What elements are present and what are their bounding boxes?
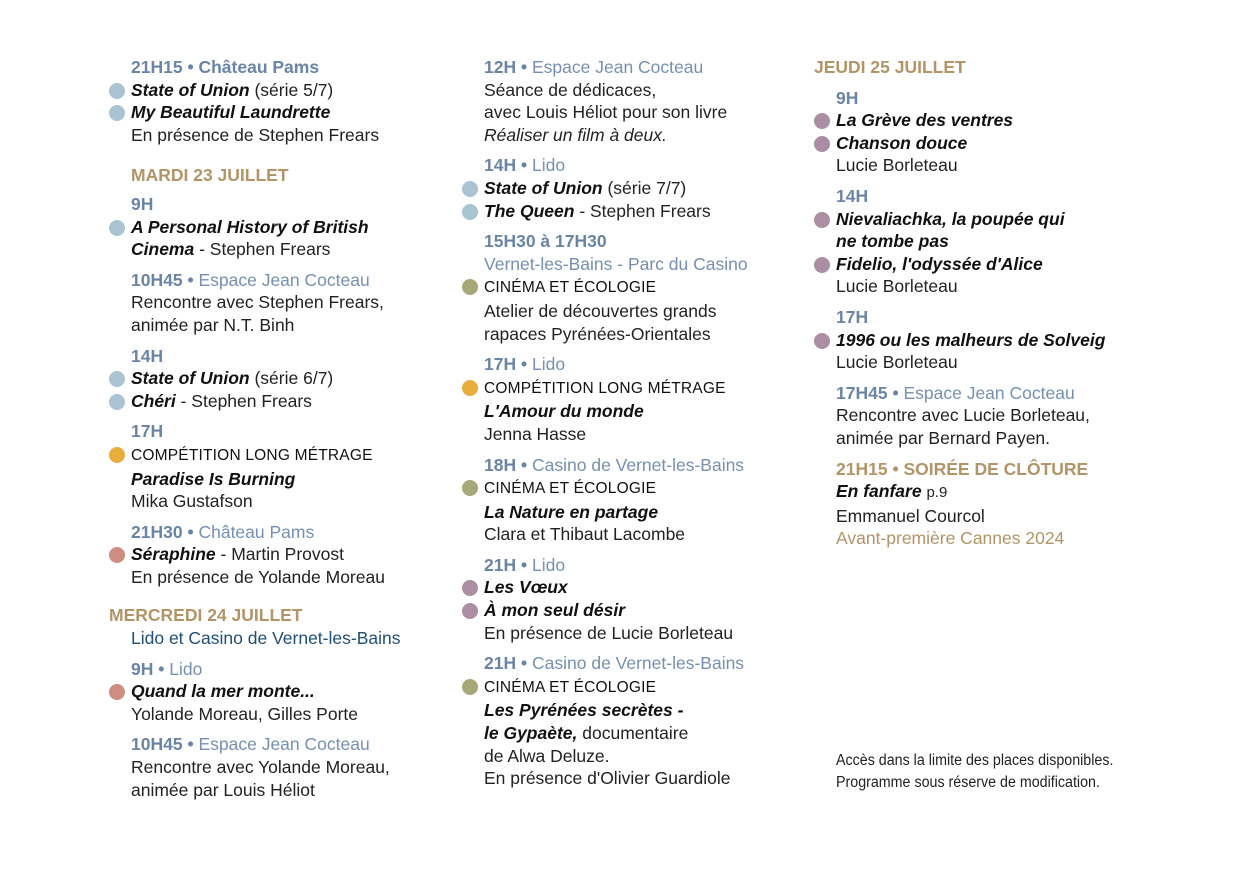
film-title: Quand la mer monte...: [131, 681, 315, 702]
rose-dot-icon: [109, 547, 125, 563]
film-title: A Personal History of British: [131, 216, 369, 237]
event-note: En présence de Yolande Moreau: [131, 566, 385, 587]
column-1: [109, 56, 400, 809]
olive-dot-icon: [462, 480, 478, 496]
event-time: 21H15: [836, 458, 888, 479]
event-time: 9H: [131, 658, 154, 679]
bullet-separator: •: [520, 155, 528, 176]
blue-dot-icon: [462, 181, 478, 197]
film-title: Paradise Is Burning: [131, 468, 296, 489]
mauve-dot-icon: [814, 113, 830, 129]
event-venue: Casino de Vernet-les-Bains: [532, 454, 745, 475]
event-block: [462, 454, 748, 546]
mauve-dot-icon: [462, 603, 478, 619]
film-extra: (série 7/7): [607, 177, 687, 198]
event-description: animée par Bernard Payen.: [836, 427, 1051, 448]
event-venue: Espace Jean Cocteau: [903, 382, 1075, 403]
day-heading: MARDI 23 JUILLET: [131, 165, 289, 186]
mauve-dot-icon: [814, 136, 830, 152]
day-heading: JEUDI 25 JUILLET: [814, 57, 966, 77]
olive-dot-icon: [462, 679, 478, 695]
event-block: [109, 269, 400, 337]
blue-dot-icon: [109, 371, 125, 387]
film-title: le Gypaète,: [484, 723, 578, 744]
film-title: State of Union: [484, 177, 603, 198]
film-director: Yolande Moreau, Gilles Porte: [131, 703, 358, 724]
day-subheading: Lido et Casino de Vernet-les-Bains: [131, 628, 401, 649]
film-title: State of Union: [131, 79, 250, 100]
film-extra: (série 5/7): [254, 79, 334, 100]
event-block: [462, 154, 748, 222]
event-block: [109, 420, 400, 512]
event-venue: Lido: [532, 554, 566, 575]
event-block: [814, 458, 1105, 550]
event-time: 10H45: [131, 734, 183, 755]
bullet-separator: •: [158, 658, 165, 679]
event-block: [109, 193, 400, 261]
mauve-dot-icon: [814, 257, 830, 273]
mauve-dot-icon: [814, 333, 830, 349]
event-category: CINÉMA ET ÉCOLOGIE: [484, 678, 657, 696]
film-title: En fanfare: [836, 481, 922, 502]
film-title: Les Vœux: [484, 577, 568, 598]
event-venue: Château Pams: [198, 521, 315, 542]
event-block: [462, 230, 748, 345]
film-director: Lucie Borleteau: [836, 155, 958, 176]
film-title: L'Amour du monde: [484, 401, 644, 422]
mauve-dot-icon: [814, 212, 830, 228]
event-time: 21H30: [131, 521, 183, 542]
mauve-dot-icon: [462, 580, 478, 596]
film-director: - Stephen Frears: [579, 200, 711, 221]
event-block: [814, 185, 1105, 298]
film-line: [109, 101, 400, 124]
event-venue: Château Pams: [198, 57, 320, 77]
event-time: 12H: [484, 57, 517, 77]
event-category: COMPÉTITION LONG MÉTRAGE: [131, 446, 373, 464]
bullet-separator: •: [892, 458, 899, 479]
film-director: Mika Gustafson: [131, 491, 253, 512]
film-title: Fidelio, l'odyssée d'Alice: [836, 253, 1043, 274]
footer-note: [836, 750, 1113, 794]
event-description: rapaces Pyrénées-Orientales: [484, 323, 711, 344]
orange-dot-icon: [462, 380, 478, 396]
film-title: Les Pyrénées secrètes -: [484, 700, 684, 721]
event-description: Rencontre avec Yolande Moreau,: [131, 757, 390, 778]
film-title: Chéri: [131, 390, 176, 411]
film-title: Séraphine: [131, 544, 216, 565]
bullet-separator: •: [187, 269, 194, 290]
event-time: 21H15: [131, 57, 183, 77]
event-note: En présence de Lucie Borleteau: [484, 622, 734, 643]
film-title: Nievaliachka, la poupée qui: [836, 208, 1065, 229]
event-block: [109, 521, 400, 589]
bullet-separator: •: [520, 454, 528, 475]
event-note: En présence d'Olivier Guardiole: [484, 768, 731, 789]
blue-dot-icon: [109, 83, 125, 99]
event-venue: Casino de Vernet-les-Bains: [532, 653, 745, 674]
bullet-separator: •: [520, 57, 528, 77]
event-block: [109, 658, 400, 726]
blue-dot-icon: [109, 220, 125, 236]
film-director: Lucie Borleteau: [836, 276, 958, 297]
film-line: [109, 79, 400, 102]
event-block: [462, 353, 748, 445]
event-block: [814, 382, 1105, 450]
event-venue: Espace Jean Cocteau: [532, 57, 704, 77]
blue-dot-icon: [462, 204, 478, 220]
film-director: - Martin Provost: [220, 544, 344, 565]
footer-line: Programme sous réserve de modification.: [836, 774, 1100, 791]
film-director: - Stephen Frears: [199, 239, 331, 260]
film-director: Jenna Hasse: [484, 423, 587, 444]
day-heading: MERCREDI 24 JUILLET: [109, 605, 303, 626]
event-time: 14H: [131, 345, 164, 366]
bullet-separator: •: [187, 57, 194, 77]
event-description: Atelier de découvertes grands: [484, 300, 717, 321]
event-category: COMPÉTITION LONG MÉTRAGE: [484, 379, 726, 397]
column-2: [462, 56, 748, 798]
event-venue: Lido: [532, 354, 566, 375]
film-title: ne tombe pas: [836, 231, 949, 252]
film-title: My Beautiful Laundrette: [131, 102, 331, 123]
film-title: La Grève des ventres: [836, 110, 1014, 131]
blue-dot-icon: [109, 394, 125, 410]
event-time: 14H: [484, 155, 517, 176]
event-time: 17H: [131, 421, 164, 442]
event-time: 9H: [131, 193, 154, 214]
film-title: Cinema: [131, 239, 195, 260]
film-title: À mon seul désir: [484, 600, 626, 621]
bullet-separator: •: [187, 521, 194, 542]
bullet-separator: •: [892, 382, 899, 403]
film-title: La Nature en partage: [484, 501, 659, 522]
event-block: [462, 554, 748, 644]
event-description: animée par Louis Héliot: [131, 779, 315, 800]
film-title: State of Union: [131, 368, 250, 389]
event-venue: Lido: [169, 658, 203, 679]
event-block: [109, 345, 400, 413]
event-note: En présence de Stephen Frears: [131, 124, 380, 145]
film-title: 1996 ou les malheurs de Solveig: [836, 329, 1106, 350]
event-category: CINÉMA ET ÉCOLOGIE: [484, 480, 657, 498]
premiere-note: Avant-première Cannes 2024: [836, 528, 1065, 549]
event-block: [814, 306, 1105, 374]
book-title: Réaliser un film à deux.: [484, 124, 667, 145]
film-director: Clara et Thibaut Lacombe: [484, 524, 686, 545]
event-description: Séance de dédicaces,: [484, 79, 657, 100]
event-time: 15H30 à 17H30: [484, 231, 607, 252]
event-description: Rencontre avec Stephen Frears,: [131, 292, 384, 313]
column-3: [814, 56, 1105, 558]
event-description: animée par N.T. Binh: [131, 314, 295, 335]
event-block: [109, 733, 400, 801]
olive-dot-icon: [462, 279, 478, 295]
event-venue: Lido: [532, 155, 566, 176]
bullet-separator: •: [520, 354, 528, 375]
film-director: de Alwa Deluze.: [484, 745, 610, 766]
film-title: The Queen: [484, 200, 575, 221]
bullet-separator: •: [520, 653, 528, 674]
event-time: 10H45: [131, 269, 183, 290]
event-category: CINÉMA ET ÉCOLOGIE: [484, 279, 657, 297]
event-time: 17H45: [836, 382, 888, 403]
event-time: 21H: [484, 554, 517, 575]
closing-label: SOIRÉE DE CLÔTURE: [903, 458, 1089, 479]
event-time: 14H: [836, 185, 869, 206]
event-block: [462, 652, 748, 790]
orange-dot-icon: [109, 447, 125, 463]
film-extra: documentaire: [582, 723, 689, 744]
event-time: 9H: [836, 87, 859, 108]
event-venue: Espace Jean Cocteau: [198, 734, 370, 755]
event-venue: Espace Jean Cocteau: [198, 269, 370, 290]
event-block: [462, 56, 748, 146]
film-extra: (série 6/7): [254, 368, 334, 389]
event-time: 17H: [836, 306, 869, 327]
footer-line: Accès dans la limite des places disponibles.: [836, 752, 1114, 769]
event-time-line: [109, 56, 400, 79]
film-title: Chanson douce: [836, 132, 968, 153]
event-block: [109, 56, 400, 146]
event-description: Rencontre avec Lucie Borleteau,: [836, 405, 1090, 426]
bullet-separator: •: [187, 734, 194, 755]
bullet-separator: •: [520, 554, 528, 575]
event-block: [814, 87, 1105, 177]
event-time: 17H: [484, 354, 517, 375]
event-description: avec Louis Héliot pour son livre: [484, 102, 728, 123]
event-time: 21H: [484, 653, 517, 674]
blue-dot-icon: [109, 105, 125, 121]
film-director: - Stephen Frears: [180, 390, 312, 411]
event-time: 18H: [484, 454, 517, 475]
page-reference: p.9: [926, 484, 948, 502]
rose-dot-icon: [109, 684, 125, 700]
film-director: Lucie Borleteau: [836, 352, 958, 373]
event-venue: Vernet-les-Bains - Parc du Casino: [484, 253, 748, 274]
film-director: Emmanuel Courcol: [836, 505, 985, 526]
